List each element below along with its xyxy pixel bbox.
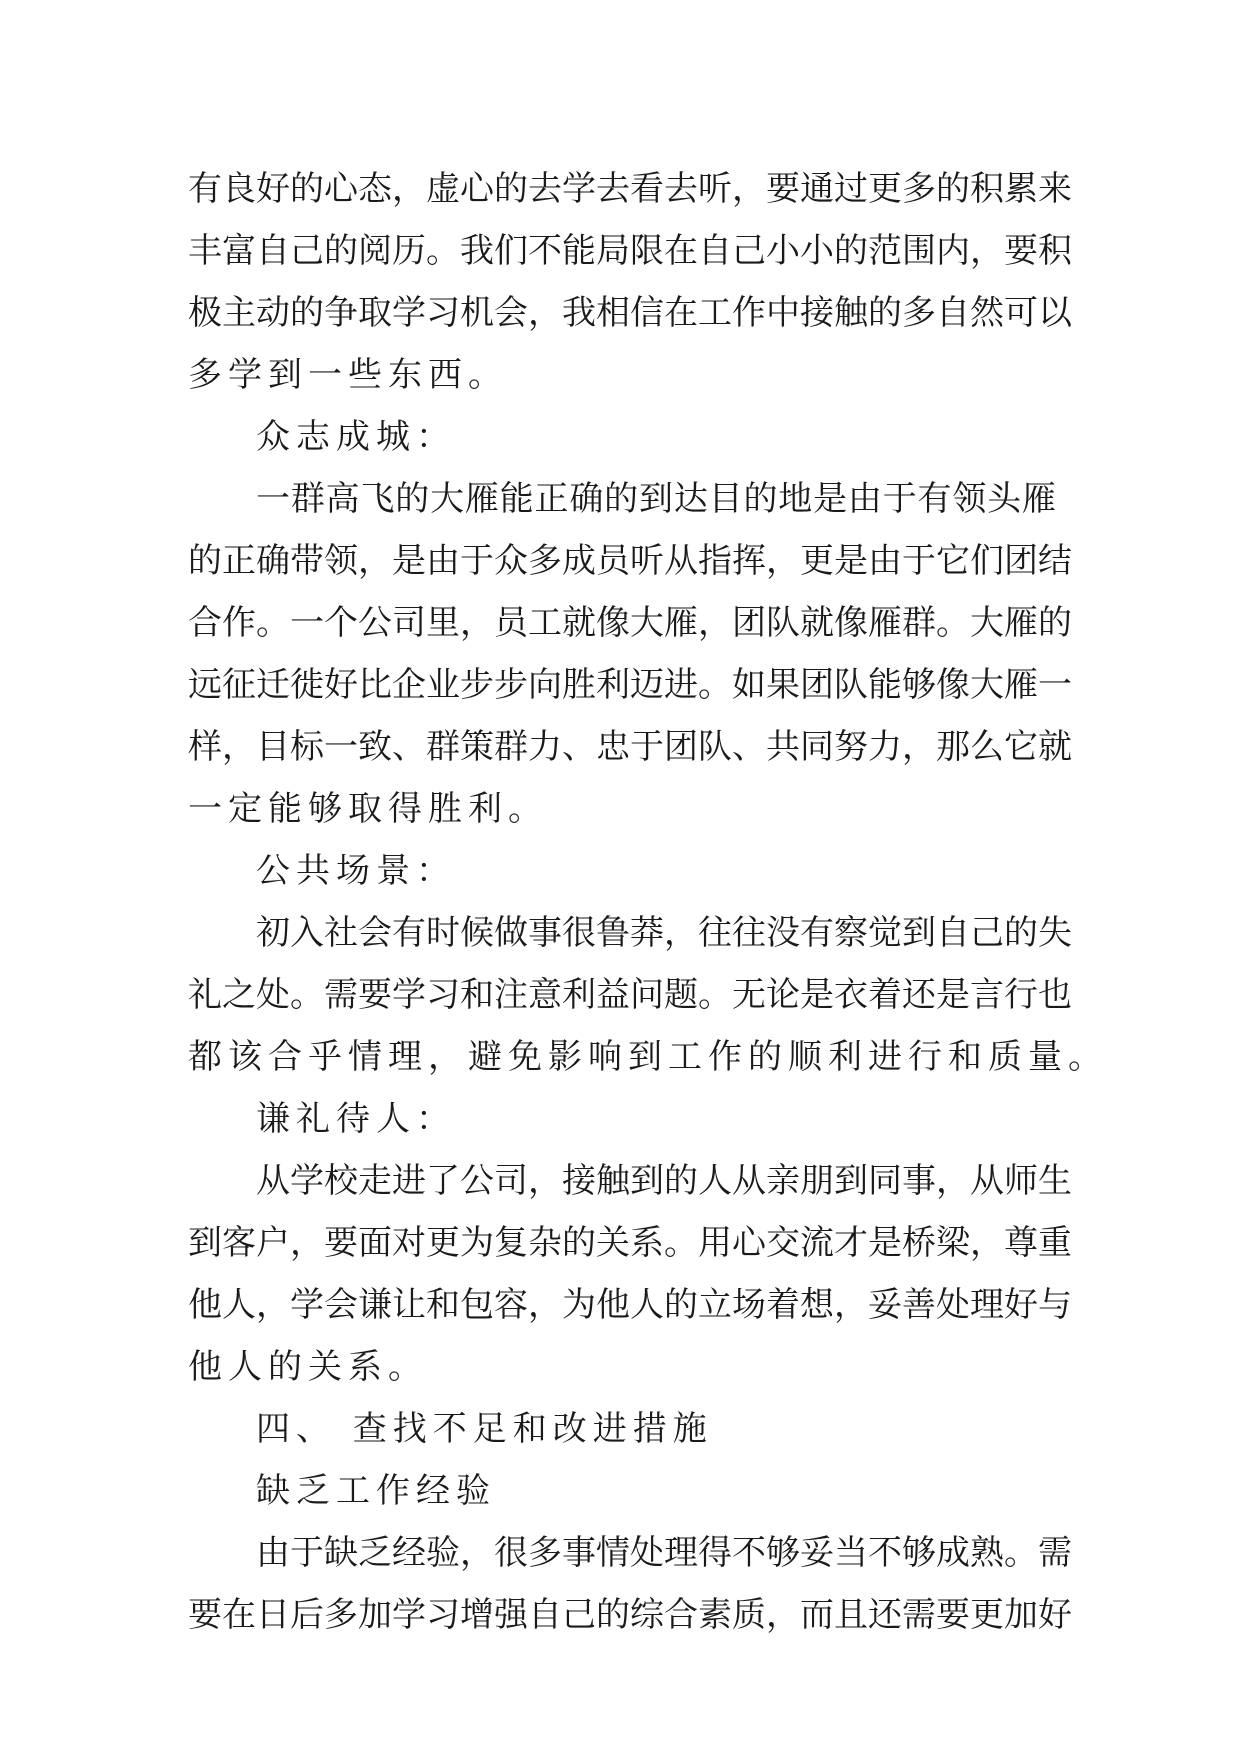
text-line: 由于缺乏经验，很多事情处理得不够妥当不够成熟。需 [256,1533,1072,1573]
text-line: 极主动的争取学习机会，我相信在工作中接触的多自然可以 [188,293,1072,333]
text-line: 礼之处。需要学习和注意利益问题。无论是衣着还是言行也 [188,975,1072,1015]
section-heading: 缺乏工作经验 [256,1471,496,1511]
text-line: 要在日后多加学习增强自己的综合素质，而且还需要更加好 [188,1595,1072,1635]
text-line: 从学校走进了公司，接触到的人从亲朋到同事，从师生 [256,1161,1072,1201]
document-body [188,158,1108,1646]
section-heading: 公共场景： [256,851,456,891]
text-line: 有良好的心态，虚心的去学去看去听，要通过更多的积累来 [188,169,1072,209]
text-line: 到客户，要面对更为复杂的关系。用心交流才是桥梁，尊重 [188,1223,1072,1263]
section-heading: 谦礼待人： [256,1099,456,1139]
text-line: 远征迁徙好比企业步步向胜利迈进。如果团队能够像大雁一 [188,665,1072,705]
text-line: 初入社会有时候做事很鲁莽，往往没有察觉到自己的失 [256,913,1072,953]
text-line: 的正确带领，是由于众多成员听从指挥，更是由于它们团结 [188,541,1072,581]
text-line: 他人，学会谦让和包容，为他人的立场着想，妥善处理好与 [188,1285,1072,1325]
text-line: 合作。一个公司里，员工就像大雁，团队就像雁群。大雁的 [188,603,1072,643]
text-line: 一定能够取得胜利。 [188,789,548,829]
text-line: 他人的关系。 [188,1347,428,1387]
text-line: 都该合乎情理，避免影响到工作的顺利进行和质量。 [188,1037,1108,1077]
section-heading: 众志成城： [256,417,456,457]
text-line: 多学到一些东西。 [188,355,508,395]
text-line: 一群高飞的大雁能正确的到达目的地是由于有领头雁 [256,479,1056,519]
section-heading: 四、 查找不足和改进措施 [256,1409,713,1449]
text-line: 丰富自己的阅历。我们不能局限在自己小小的范围内，要积 [188,231,1072,271]
text-line: 样，目标一致、群策群力、忠于团队、共同努力，那么它就 [188,727,1072,767]
